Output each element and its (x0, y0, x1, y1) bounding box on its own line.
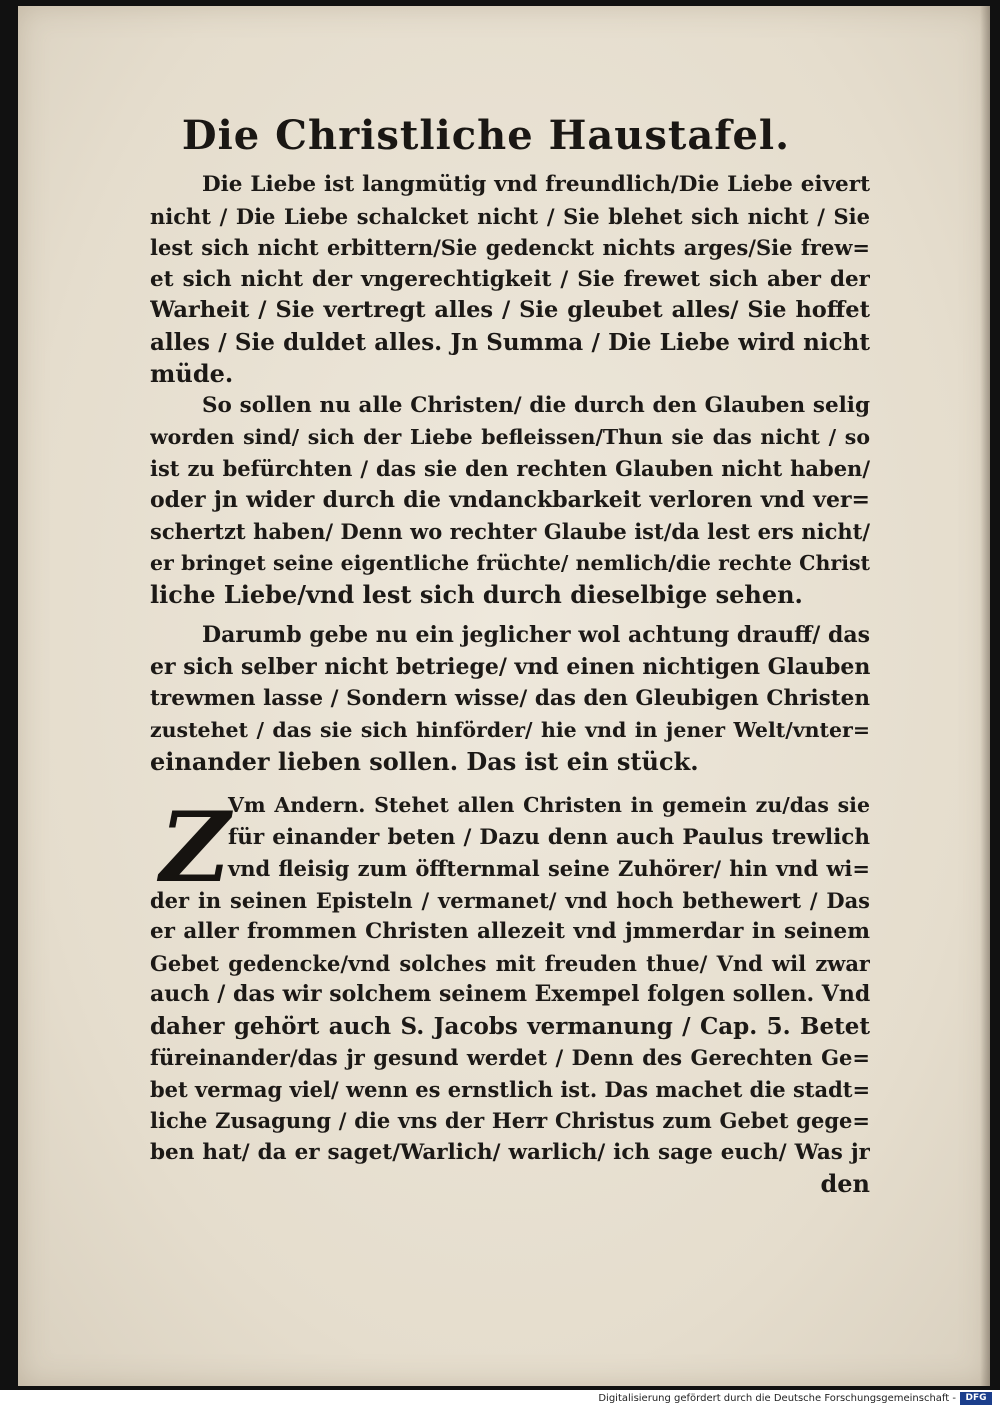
text-line: daher gehört auch S. Jacobs vermanung / Cap. 5. Betet (150, 1012, 870, 1040)
text-line: worden sind/ sich der Liebe befleissen/Thun sie das nicht / so (150, 424, 870, 449)
text-line: Darumb gebe nu ein jeglicher wol achtung drauff/ das (202, 622, 870, 648)
catchword: den (820, 1169, 870, 1198)
text-line: nicht / Die Liebe schalcket nicht / Sie blehet sich nicht / Sie (150, 203, 870, 229)
text-line: füreinander/das jr gesund werdet / Denn des Gerechten Ge= (150, 1045, 870, 1070)
text-line: einander lieben sollen. Das ist ein stück. (150, 747, 699, 776)
text-line: vnd fleisig zum öffternmal seine Zuhörer/ hin vnd wi= (228, 856, 870, 881)
paragraph-4 (150, 790, 870, 1200)
text-line: er sich selber nicht betriege/ vnd einen nichtigen Glauben (150, 653, 870, 680)
footer-credit: Digitalisierung gefördert durch die Deutsche Forschungsgemeinschaft - (598, 1393, 956, 1404)
text-line: Vm Andern. Stehet allen Christen in gemein zu/das sie (228, 793, 870, 817)
text-line: Gebet gedencke/vnd solches mit freuden thue/ Vnd wil zwar (150, 950, 870, 976)
text-line: schertzt haben/ Denn wo rechter Glaube ist/da lest ers nicht/ (150, 519, 870, 544)
text-line: ben hat/ da er saget/Warlich/ warlich/ ich sage euch/ Was jr (150, 1139, 870, 1165)
text-line: So sollen nu alle Christen/ die durch den Glauben selig (202, 393, 870, 418)
text-line: alles / Sie duldet alles. Jn Summa / Die Liebe wird nicht (150, 328, 870, 356)
dfg-logo: DFG (960, 1392, 992, 1405)
text-line: er bringet seine eigentliche früchte/ nemlich/die rechte Christ (150, 550, 870, 575)
text-line: er aller frommen Christen allezeit vnd jmmerdar in seinem (150, 919, 870, 944)
text-line: trewmen lasse / Sondern wisse/ das den Gleubigen Christen (150, 686, 870, 711)
text-line: liche Zusagung / die vns der Herr Christus zum Gebet gege= (150, 1108, 870, 1133)
text-line: der in seinen Episteln / vermanet/ vnd hoch bethewert / Das (150, 887, 870, 913)
text-line: Die Liebe ist langmütig vnd freundlich/Die Liebe eivert (202, 172, 870, 197)
text-line: lest sich nicht erbittern/Sie gedenckt nichts arges/Sie frew= (150, 235, 870, 260)
text-line: liche Liebe/vnd lest sich durch dieselbige sehen. (150, 580, 803, 609)
text-line: oder jn wider durch die vndanckbarkeit verloren vnd ver= (150, 486, 870, 513)
text-line: für einander beten / Dazu denn auch Paulus trewlich (228, 824, 870, 850)
page-title: Die Christliche Haustafel. (181, 112, 791, 159)
text-line: et sich nicht der vngerechtigkeit / Sie frewet sich aber der (150, 266, 870, 292)
text-line: zustehet / das sie sich hinförder/ hie vnd in jener Welt/vnter= (150, 717, 870, 742)
text-line: bet vermag viel/ wenn es ernstlich ist. Das machet die stadt= (150, 1076, 870, 1102)
decorative-initial: Z (160, 791, 231, 904)
text-line: ist zu befürchten / das sie den rechten Glauben nicht haben/ (150, 456, 870, 481)
paragraph-2 (150, 390, 870, 611)
text-line: auch / das wir solchem seinem Exempel folgen sollen. Vnd (150, 981, 870, 1007)
paragraph-1 (150, 169, 870, 390)
page-gutter-shadow (980, 6, 990, 1386)
text-line: Warheit / Sie vertregt alles / Sie gleubet alles/ Sie hoffet (150, 297, 870, 323)
paragraph-3 (150, 620, 870, 778)
text-line: müde. (150, 359, 234, 388)
